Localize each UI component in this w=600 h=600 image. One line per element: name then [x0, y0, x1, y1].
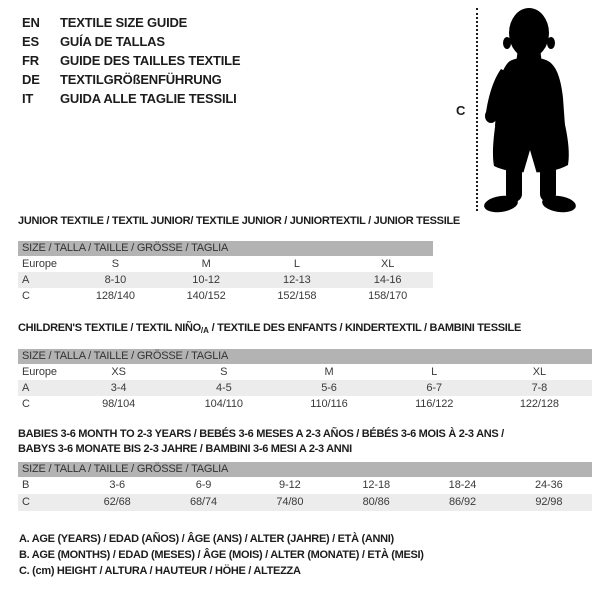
- size-cell: 152/158: [277, 290, 317, 302]
- row-label: A: [22, 382, 30, 394]
- footnote-b: B. AGE (MONTHS) / EDAD (MESES) / ÂGE (MOIS) / ALTER (MONATE) / ETÀ (MESI): [19, 549, 424, 561]
- size-cell: S: [111, 258, 119, 270]
- size-cell: 18-24: [448, 479, 477, 491]
- title-part: / TEXTILE DES ENFANTS / KINDERTEXTIL / BAMBINI TESSILE: [208, 322, 521, 334]
- junior-table-title: JUNIOR TEXTILE / TEXTIL JUNIOR/ TEXTILE JUNIOR / JUNIORTEXTIL / JUNIOR TESSILE: [18, 215, 460, 227]
- size-cell: M: [324, 366, 334, 378]
- height-measure-label: C: [456, 103, 466, 118]
- size-cell: 110/116: [310, 398, 348, 410]
- size-cell: 140/152: [186, 290, 226, 302]
- size-cell: XL: [532, 366, 547, 378]
- size-cell: 80/86: [362, 496, 390, 508]
- table-row-europe: [18, 256, 433, 272]
- size-header-band: SIZE / TALLA / TAILLE / GRÖSSE / TAGLIA: [18, 462, 592, 477]
- lang-title: TEXTILGRÖßENFÜHRUNG: [60, 72, 222, 87]
- lang-title: TEXTILE SIZE GUIDE: [60, 15, 188, 30]
- junior-size-table: [18, 215, 460, 304]
- footnote-c: C. (cm) HEIGHT / ALTURA / HAUTEUR / HÖHE / ALTEZZA: [19, 565, 301, 577]
- size-cell: XL: [380, 258, 395, 270]
- lang-title: GUÍA DE TALLAS: [60, 34, 165, 49]
- table-row-months: [18, 477, 592, 494]
- row-label: A: [22, 274, 30, 286]
- size-cell: 4-5: [215, 382, 232, 394]
- size-cell: 98/104: [102, 398, 136, 410]
- table-row-age: [18, 272, 433, 288]
- size-cell: 116/122: [415, 398, 454, 410]
- lang-code: FR: [22, 53, 39, 68]
- row-label: C: [22, 398, 30, 410]
- table-row-height: [18, 396, 592, 412]
- size-cell: 92/98: [535, 496, 563, 508]
- lang-row-en: [22, 13, 240, 32]
- babies-size-table: [18, 427, 592, 511]
- children-size-table: [18, 322, 592, 412]
- size-cell: 12-18: [362, 479, 390, 491]
- size-cell: 14-16: [373, 274, 402, 286]
- size-cell: L: [431, 366, 438, 378]
- title-line-1: BABIES 3-6 MONTH TO 2-3 YEARS / BEBÉS 3-6 MESES A 2-3 AÑOS / BÉBÉS 3-6 MOIS À 2-3 ANS /: [18, 428, 504, 440]
- size-cell: XS: [111, 366, 126, 378]
- size-cell: L: [293, 258, 300, 270]
- size-cell: 8-10: [104, 274, 127, 286]
- size-cell: 62/68: [103, 496, 131, 508]
- size-cell: 9-12: [279, 479, 301, 491]
- row-label: Europe: [22, 258, 57, 270]
- children-table-title: [18, 322, 592, 337]
- table-row-europe: [18, 364, 592, 380]
- baby-silhouette-icon: [480, 0, 600, 216]
- lang-code: ES: [22, 34, 39, 49]
- size-cell: 86/92: [448, 496, 476, 508]
- size-header-band: SIZE / TALLA / TAILLE / GRÖSSE / TAGLIA: [18, 349, 592, 364]
- size-cell: 68/74: [189, 496, 217, 508]
- size-cell: 158/170: [368, 290, 408, 302]
- size-header-band: SIZE / TALLA / TAILLE / GRÖSSE / TAGLIA: [18, 241, 433, 256]
- lang-code: DE: [22, 72, 40, 87]
- size-cell: 3-4: [110, 382, 127, 394]
- lang-row-es: [22, 32, 240, 51]
- title-subscript: /A: [200, 326, 209, 335]
- height-measure-dotted-line: [476, 8, 478, 211]
- size-cell: 3-6: [109, 479, 125, 491]
- title-part: CHILDREN'S TEXTILE / TEXTIL NIÑO: [18, 322, 201, 334]
- row-label: C: [22, 290, 30, 302]
- lang-row-de: [22, 70, 240, 89]
- title-line-2: BABYS 3-6 MONATE BIS 2-3 JAHRE / BAMBINI 3-6 MESI A 2-3 ANNI: [18, 443, 352, 455]
- size-cell: 24-36: [535, 479, 563, 491]
- size-cell: 6-9: [195, 479, 212, 491]
- legend-footnotes: [19, 531, 424, 579]
- row-label: Europe: [22, 366, 57, 378]
- size-cell: 104/110: [204, 398, 243, 410]
- footnote-a: A. AGE (YEARS) / EDAD (AÑOS) / ÂGE (ANS) / ALTER (JAHRE) / ETÀ (ANNI): [19, 533, 394, 545]
- lang-title: GUIDA ALLE TAGLIE TESSILI: [60, 91, 237, 106]
- size-cell: 74/80: [276, 496, 304, 508]
- size-cell: 10-12: [192, 274, 220, 286]
- row-label: C: [22, 496, 30, 508]
- size-cell: 6-7: [426, 382, 442, 394]
- language-title-block: [22, 13, 240, 108]
- lang-title: GUIDE DES TAILLES TEXTILE: [60, 53, 241, 68]
- size-cell: 7-8: [531, 382, 548, 394]
- table-row-height: [18, 494, 592, 511]
- size-cell: M: [201, 258, 211, 270]
- table-row-height: [18, 288, 433, 304]
- lang-code: EN: [22, 15, 40, 30]
- size-cell: 12-13: [283, 274, 311, 286]
- size-cell: S: [220, 366, 228, 378]
- size-cell: 122/128: [519, 398, 559, 410]
- babies-table-title: [18, 427, 592, 457]
- table-row-age: [18, 380, 592, 396]
- size-cell: 128/140: [95, 290, 135, 302]
- lang-row-it: [22, 89, 240, 108]
- size-cell: 5-6: [321, 382, 337, 394]
- row-label: B: [22, 479, 30, 491]
- lang-code: IT: [22, 91, 34, 106]
- lang-row-fr: [22, 51, 240, 70]
